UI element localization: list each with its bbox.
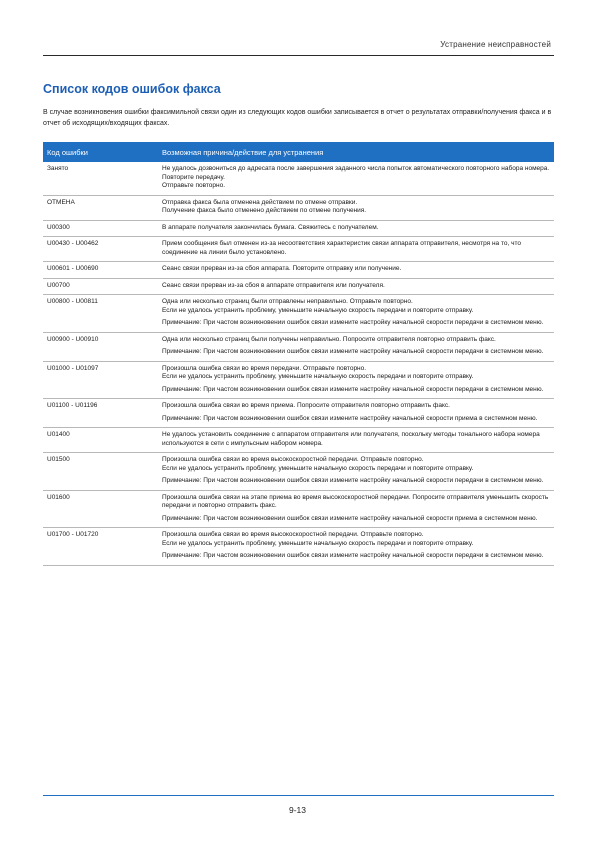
table-row (43, 490, 554, 528)
column-header-code: Код ошибки (43, 142, 158, 162)
table-row (43, 162, 554, 195)
table-row (43, 237, 554, 262)
page-number: 9-13 (288, 805, 306, 815)
cause-action-cell (158, 262, 554, 279)
table-row (43, 332, 554, 361)
cause-line: Если не удалось устранить проблему, уменьшите начальную скорость передачи и повторите отправку. (162, 373, 474, 380)
cause-line: Если не удалось устранить проблему, уменьшите начальную скорость передачи и повторите отправку. (162, 464, 474, 472)
cause-line: Если не удалось устранить проблему, уменьшите начальную скорость передачи и повторите отправку. (162, 539, 474, 547)
footer-divider (43, 795, 554, 796)
table-row (43, 195, 554, 220)
table-row (43, 262, 554, 279)
cause-line: Произошла ошибка связи на этапе приема во время высокоскоростной передачи. Попросите отправителя уменьшить скорость передачи и повторно отправить факс. (162, 493, 549, 509)
cause-action-cell (158, 428, 554, 453)
cause-action-cell (158, 278, 554, 295)
table-row (43, 399, 554, 428)
cause-action-cell (158, 220, 554, 237)
cause-line: Одна или несколько страниц были получены неправильно. Попросите отправителя повторно отправить факс. (162, 335, 496, 343)
error-code-cell: U01600 (43, 490, 158, 528)
error-code-cell: U00430 - U00462 (43, 237, 158, 262)
error-code-cell: ОТМЕНА (43, 195, 158, 220)
table-row (43, 528, 554, 566)
table-row (43, 428, 554, 453)
note-text: Примечание: При частом возникновении ошибок связи измените настройку начальной скорости передачи в системном меню. (162, 385, 544, 393)
column-header-cause: Возможная причина/действие для устранения (158, 142, 554, 162)
table-row (43, 361, 554, 399)
cause-line: Сеанс связи прерван из-за сбоя в аппарате отправителя или получателя. (162, 281, 385, 289)
error-code-cell: U01500 (43, 453, 158, 491)
cause-line: Получение факса было отменено действием по отмене получения. (162, 207, 367, 214)
error-code-cell: U00601 - U00690 (43, 262, 158, 279)
note-text: Примечание: При частом возникновении ошибок связи измените настройку начальной скорости передачи в системном меню. (162, 477, 544, 484)
cause-line: Не удалось установить соединение с аппаратом отправителя или получателя, поскольку методы тонального набора номера используются в сети с импульсным набором номера. (162, 431, 540, 447)
note-text: Примечание: При частом возникновении ошибок связи измените настройку начальной скорости передачи в системном меню. (162, 552, 544, 559)
cause-action-cell (158, 332, 554, 361)
cause-action-cell (158, 399, 554, 428)
cause-action-cell (158, 295, 554, 333)
header-divider (43, 55, 554, 56)
cause-action-cell (158, 490, 554, 528)
cause-line: Отправьте повторно. (162, 182, 226, 189)
error-code-cell: U01000 - U01097 (43, 361, 158, 399)
cause-line: Произошла ошибка связи во время приема. Попросите отправителя повторно отправить факс. (162, 402, 450, 409)
intro-paragraph: В случае возникновения ошибки факсимильной связи один из следующих кодов ошибки записывается в отчет о результатах отправки/получения факса и в отчет об исходящих/входящих факсах. (43, 109, 552, 127)
error-code-cell: U00900 - U00910 (43, 332, 158, 361)
table-row (43, 278, 554, 295)
cause-line: Произошла ошибка связи во время высокоскоростной передачи. Отправьте повторно. (162, 531, 424, 538)
error-code-table (43, 142, 554, 566)
cause-line: Одна или несколько страниц были отправлены неправильно. Отправьте повторно. (162, 298, 413, 305)
cause-line: В аппарате получателя закончилась бумага. Свяжитесь с получателем. (162, 223, 379, 231)
page-title: Список кодов ошибок факса (43, 82, 221, 96)
cause-line: Произошла ошибка связи во время передачи. Отправьте повторно. (162, 364, 367, 372)
cause-line: Отправка факса была отменена действием по отмене отправки. (162, 198, 358, 206)
error-code-cell: U01400 (43, 428, 158, 453)
table-row (43, 453, 554, 491)
cause-line: Не удалось дозвониться до адресата после завершения заданного числа попыток автоматического повторного набора номера. Повторите передачу. (162, 165, 550, 181)
note-text: Примечание: При частом возникновении ошибок связи измените настройку начальной скорости передачи в системном меню. (162, 319, 544, 326)
note-text: Примечание: При частом возникновении ошибок связи измените настройку начальной скорости передачи в системном меню. (162, 348, 544, 355)
cause-line: Если не удалось устранить проблему, уменьшите начальную скорость передачи и повторите отправку. (162, 306, 474, 314)
cause-line: Сеанс связи прерван из-за сбоя аппарата. Повторите отправку или получение. (162, 265, 402, 272)
cause-action-cell (158, 528, 554, 566)
table-row (43, 220, 554, 237)
cause-line: Прием сообщения был отменен из-за несоответствия характеристик связи аппарата отправителя, несмотря на то, что соединение на линии было установлено. (162, 240, 521, 256)
table-body (43, 162, 554, 565)
cause-action-cell (158, 361, 554, 399)
error-code-cell: U01700 - U01720 (43, 528, 158, 566)
cause-action-cell (158, 237, 554, 262)
running-header: Устранение неисправностей (440, 40, 551, 49)
table-row (43, 295, 554, 333)
note-text: Примечание: При частом возникновении ошибок связи измените настройку начальной скорости приема в системном меню. (162, 514, 538, 522)
cause-action-cell (158, 453, 554, 491)
note-text: Примечание: При частом возникновении ошибок связи измените настройку начальной скорости приема в системном меню. (162, 414, 538, 422)
cause-action-cell (158, 195, 554, 220)
error-code-cell: U01100 - U01196 (43, 399, 158, 428)
table-header-row (43, 142, 554, 162)
cause-line: Произошла ошибка связи во время высокоскоростной передачи. Отправьте повторно. (162, 456, 424, 463)
error-code-cell: U00700 (43, 278, 158, 295)
error-code-cell: Занято (43, 162, 158, 195)
error-code-cell: U00800 - U00811 (43, 295, 158, 333)
cause-action-cell (158, 162, 554, 195)
error-code-cell: U00300 (43, 220, 158, 237)
